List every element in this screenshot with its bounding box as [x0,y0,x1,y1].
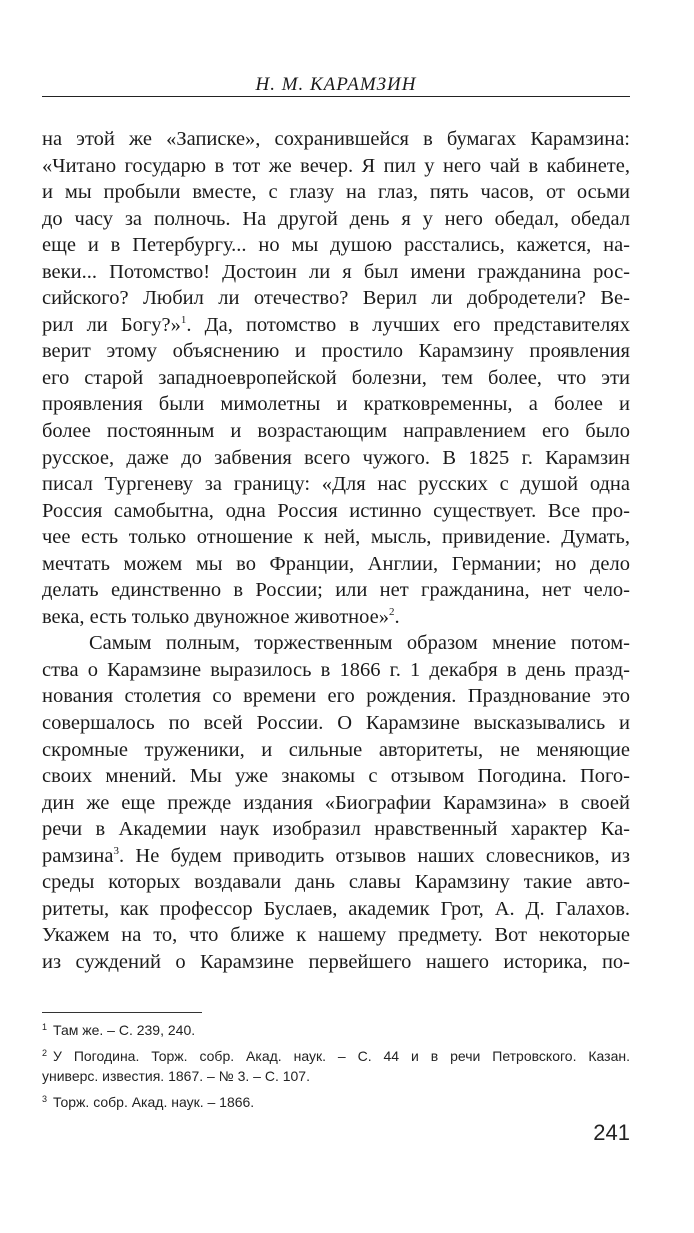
text-line: речи в Академии наук изобразил нравственный характер Ка- [42,818,630,841]
text-line: дин же еще прежде издания «Биографии Карамзина» в своей [42,791,630,814]
footnote-line [42,1092,630,1112]
text-line: делать единственно в России; или нет гражданина, нет чело- [42,579,630,602]
footnote-1 [42,1020,630,1040]
text-line: писал Тургеневу за границу: «Для нас русских с душой одна [42,473,630,496]
header-rule [42,96,630,97]
text-line: ства о Карамзине выразилось в 1866 г. 1 декабря в день празд- [42,658,630,681]
text-line: из суждений о Карамзине первейшего нашего историка, по- [42,950,630,973]
text-segment: рил ли Богу?» [42,313,181,336]
text-line: Укажем на то, что ближе к нашему предмету. Вот некоторые [42,924,630,947]
text-line [42,843,630,870]
body-text [42,126,630,976]
text-line: еще и в Петербургу... но мы душою расстались, кажется, на- [42,234,630,257]
text-segment: рамзина [42,844,114,867]
footnote-rule [42,1012,202,1013]
text-line: и мы пробыли вместе, с глазу на глаз, пять часов, от осьми [42,181,630,204]
page-number: 241 [593,1120,630,1145]
text-line: более постоянным и возрастающим направлением его было [42,420,630,443]
text-line: до часу за полночь. На другой день я у него обедал, обедал [42,207,630,230]
text-line: «Читано государю в тот же вечер. Я пил у него чай в кабинете, [42,154,630,177]
footnote-marker: 2 [42,1048,48,1058]
text-line: веки... Потомство! Достоин ли я был имени гражданина рос- [42,260,630,283]
text-line: среды которых воздавали дань славы Карамзину такие авто- [42,871,630,894]
footnote-marker: 1 [42,1022,48,1032]
text-line [42,312,630,339]
footnote-ref: 3 [113,844,119,857]
text-line: русское, даже до забвения всего чужого. В 1825 г. Карамзин [42,446,630,469]
text-line: мечтать можем мы во Франции, Англии, Германии; но дело [42,552,630,575]
footnote-marker: 3 [42,1094,48,1104]
text-line: проявления были мимолетны и кратковременны, а более и [42,393,630,416]
footnote-line [42,1046,630,1066]
text-line: его старой западноевропейской болезни, тем более, что эти [42,366,630,389]
text-line: чее есть только отношение к ней, мысль, привидение. Думать, [42,526,630,549]
footnote-text: У Погодина. Торж. собр. Акад. наук. – С. 44 и в речи Петровского. Казан. [53,1048,630,1064]
footnote-text: Там же. – С. 239, 240. [53,1022,196,1038]
footnote-text: Торж. собр. Акад. наук. – 1866. [53,1094,255,1110]
footnote-line [42,1020,630,1040]
text-segment: . Да, потомство в лучших его представителях [186,313,630,336]
footnote-2 [42,1046,630,1086]
text-line [42,604,630,631]
paragraph-first-line: Самым полным, торжественным образом мнение потом- [89,632,630,655]
footnote-line: универс. известия. 1867. – № 3. – С. 107. [42,1068,310,1084]
footnote-ref: 1 [180,313,187,326]
text-line: Россия самобытна, одна Россия истинно существует. Все про- [42,499,630,522]
footnotes [42,1020,630,1118]
text-line: сийского? Любил ли отечество? Верил ли добродетели? Ве- [42,287,630,310]
footnote-ref: 2 [389,605,395,618]
text-line: нования столетия со времени его рождения. Празднование это [42,685,630,708]
text-segment: . Не будем приводить отзывов наших словесников, из [118,844,630,867]
footnote-3 [42,1092,630,1112]
text-line: скромные труженики, и сильные авторитеты, не меняющие [42,738,630,761]
text-line: на этой же «Записке», сохранившейся в бумагах Карамзина: [42,128,630,150]
text-segment: века, есть только двуножное животное» [42,605,389,628]
text-line: ритеты, как профессор Буслаев, академик Грот, А. Д. Галахов. [42,897,630,920]
text-line: совершалось по всей России. О Карамзине высказывались и [42,712,630,735]
running-title: Н. М. КАРАМЗИН [255,74,417,95]
text-segment: . [394,605,400,628]
text-line: верит этому объяснению и простило Карамзину проявления [42,340,630,363]
text-line: своих мнений. Мы уже знакомы с отзывом Погодина. Пого- [42,765,630,788]
